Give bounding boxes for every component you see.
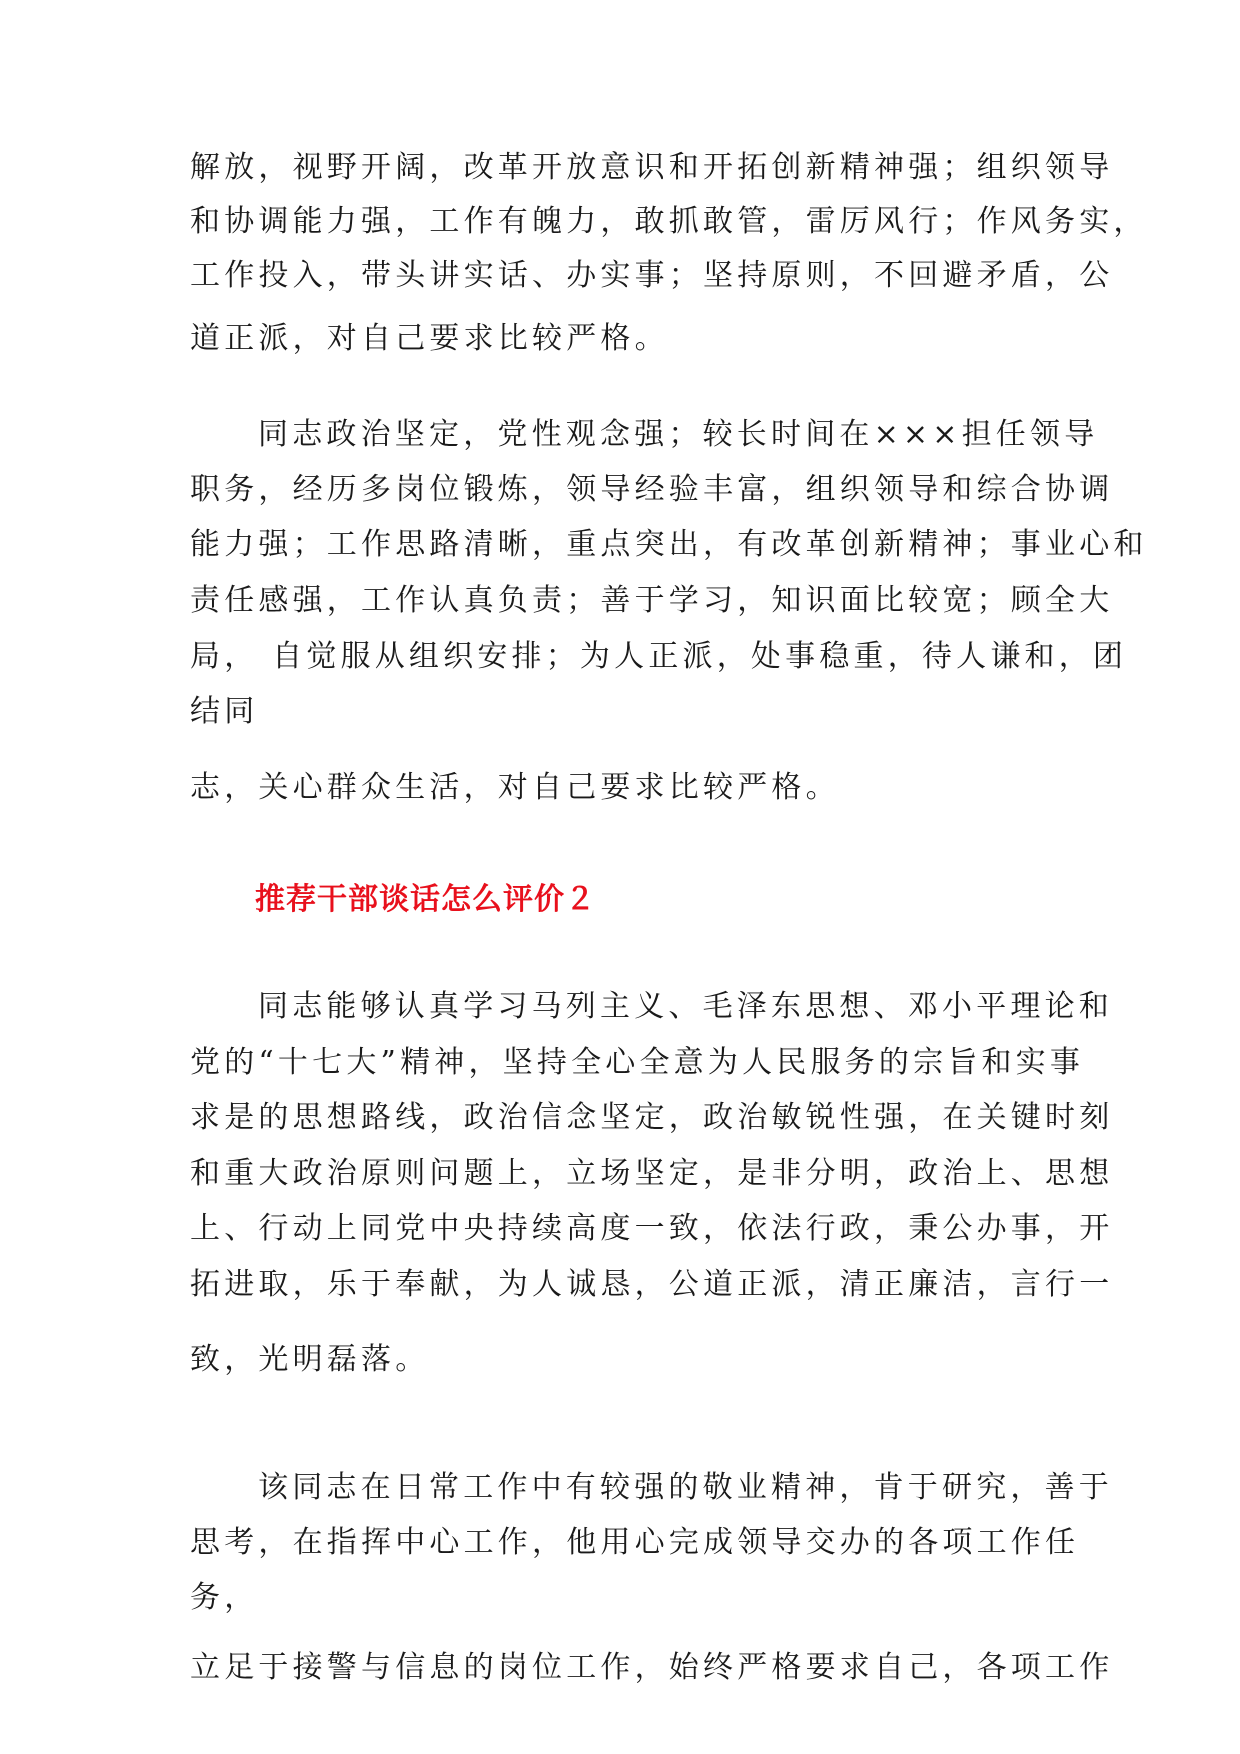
paragraph-4-line-2: 思考，在指挥中心工作，他用心完成领导交办的各项工作任 — [190, 1525, 1080, 1560]
paragraph-3-line-4: 和重大政治原则问题上，立场坚定，是非分明，政治上、思想 — [190, 1156, 1114, 1191]
paragraph-4-line-4: 立足于接警与信息的岗位工作，始终严格要求自己，各项工作 — [190, 1650, 1114, 1685]
paragraph-2-line-1: 同志政治坚定，党性观念强；较长时间在×××担任领导 — [258, 417, 1099, 452]
paragraph-3-line-5: 上、行动上同党中央持续高度一致，依法行政，秉公办事，开 — [190, 1211, 1114, 1246]
paragraph-4-line-3: 务， — [190, 1580, 259, 1615]
paragraph-2-line-3: 能力强；工作思路清晰，重点突出，有改革创新精神；事业心和 — [190, 527, 1148, 562]
paragraph-3-line-2: 党的“十七大”精神，坚持全心全意为人民服务的宗旨和实事 — [190, 1045, 1085, 1080]
paragraph-2-line-7: 志，关心群众生活，对自己要求比较严格。 — [190, 770, 840, 805]
paragraph-2-line-6: 结同 — [190, 694, 259, 729]
paragraph-3-line-6: 拓进取，乐于奉献，为人诚恳，公道正派，清正廉洁，言行一 — [190, 1267, 1114, 1302]
section-heading: 推荐干部谈话怎么评价２ — [255, 882, 596, 917]
paragraph-2-line-5: 局， 自觉服从组织安排；为人正派，处事稳重，待人谦和，团 — [190, 639, 1128, 674]
paragraph-2-line-2: 职务，经历多岗位锻炼，领导经验丰富，组织领导和综合协调 — [190, 472, 1114, 507]
paragraph-1-line-4: 道正派，对自己要求比较严格。 — [190, 321, 669, 356]
paragraph-4-line-1: 该同志在日常工作中有较强的敬业精神，肯于研究，善于 — [258, 1470, 1113, 1505]
paragraph-3-line-3: 求是的思想路线，政治信念坚定，政治敏锐性强，在关键时刻 — [190, 1100, 1114, 1135]
paragraph-3-line-7: 致，光明磊落。 — [190, 1342, 430, 1377]
paragraph-1-line-2: 和协调能力强，工作有魄力，敢抓敢管，雷厉风行；作风务实， — [190, 204, 1148, 239]
paragraph-2-line-4: 责任感强，工作认真负责；善于学习，知识面比较宽；顾全大 — [190, 583, 1114, 618]
paragraph-1-line-1: 解放，视野开阔，改革开放意识和开拓创新精神强；组织领导 — [190, 150, 1114, 185]
paragraph-1-line-3: 工作投入，带头讲实话、办实事；坚持原则，不回避矛盾，公 — [190, 258, 1114, 293]
paragraph-3-line-1: 同志能够认真学习马列主义、毛泽东思想、邓小平理论和 — [258, 989, 1113, 1024]
